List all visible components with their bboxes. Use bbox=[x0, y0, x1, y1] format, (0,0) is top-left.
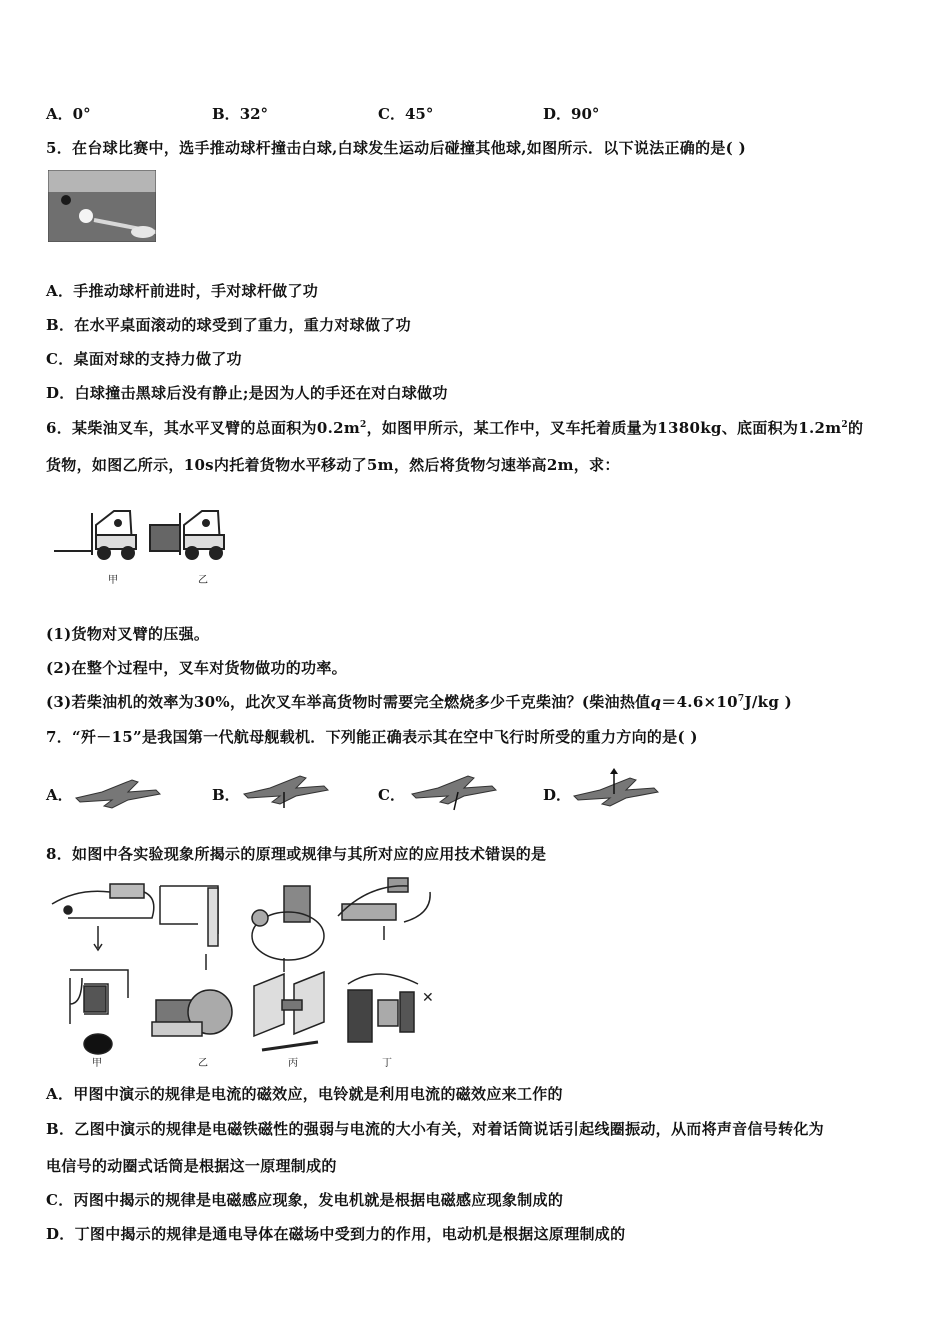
forklift-figure bbox=[52, 505, 237, 587]
jet-b-icon bbox=[240, 768, 330, 810]
jet-a-icon bbox=[72, 772, 162, 812]
q8-option-c: C．丙图中揭示的规律是电磁感应现象，发电机就是根据电磁感应现象制成的 bbox=[46, 1191, 564, 1209]
q5-option-b: B．在水平桌面滚动的球受到了重力，重力对球做了功 bbox=[46, 316, 411, 334]
q7-option-b: B． bbox=[212, 786, 240, 804]
caption-fig-yi: 乙 bbox=[198, 1058, 208, 1069]
q8-option-d: D．丁图中揭示的规律是通电导体在磁场中受到力的作用，电动机是根据这原理制成的 bbox=[46, 1225, 626, 1243]
q4-option-a: A．0° bbox=[46, 105, 91, 123]
q8-option-a: A．甲图中演示的规律是电流的磁效应，电铃就是利用电流的磁效应来工作的 bbox=[46, 1085, 563, 1103]
caption-fig-ding: 丁 bbox=[382, 1058, 392, 1069]
caption-jia: 甲 bbox=[108, 575, 118, 586]
q6-sub1: (1)货物对叉臂的压强。 bbox=[46, 625, 210, 643]
q7-option-d: D． bbox=[543, 786, 572, 804]
q5-option-a: A．手推动球杆前进时，手对球杆做了功 bbox=[46, 282, 319, 300]
q5-option-d: D．白球撞击黑球后没有静止;是因为人的手还在对白球做功 bbox=[46, 384, 448, 402]
q4-option-b: B．32° bbox=[212, 105, 269, 123]
electromagnetism-figure bbox=[48, 874, 440, 1070]
q6-sub3: (3)若柴油机的效率为30%，此次叉车举高货物时需要完全燃烧多少千克柴油？(柴油热值$q=4.6\times 10^7J/kg$ ) bbox=[46, 693, 793, 711]
q6-stem-line1: 6．某柴油叉车，其水平叉臂的总面积为$0.2m^2$，如图甲所示，某工作中，叉车托着质量为1380kg、底面积为$1.2m^2$的 bbox=[46, 419, 864, 437]
q8-stem: 8．如图中各实验现象所揭示的原理或规律与其所对应的应用技术错误的是 bbox=[46, 845, 547, 863]
q4-option-d: D．90° bbox=[543, 105, 600, 123]
q8-option-b: B．乙图中演示的规律是电磁铁磁性的强弱与电流的大小有关，对着话筒说话引起线圈振动，从而将声音信号转化为 bbox=[46, 1120, 824, 1138]
q7-option-a: A． bbox=[46, 786, 73, 804]
q6-sub2: (2)在整个过程中，叉车对货物做功的功率。 bbox=[46, 659, 347, 677]
forklift-b-drawing bbox=[150, 511, 224, 559]
q5-option-c: C．桌面对球的支持力做了功 bbox=[46, 350, 242, 368]
q7-stem: 7．“歼－15”是我国第一代航母舰载机．下列能正确表示其在空中飞行时所受的重力方向的是( ) bbox=[46, 728, 698, 746]
forklift-a-drawing bbox=[54, 511, 136, 559]
q6-stem-line2: 货物，如图乙所示，10s内托着货物水平移动了5m，然后将货物匀速举高2m，求： bbox=[46, 456, 620, 474]
caption-fig-jia: 甲 bbox=[92, 1058, 102, 1069]
q8-option-b-cont: 电信号的动圈式话筒是根据这一原理制成的 bbox=[46, 1157, 337, 1175]
caption-fig-bing: 丙 bbox=[288, 1058, 298, 1069]
caption-yi: 乙 bbox=[198, 575, 208, 586]
jet-c-icon bbox=[408, 768, 498, 812]
svg-text:✕: ✕ bbox=[422, 990, 434, 1006]
q7-option-c: C． bbox=[378, 786, 405, 804]
q4-option-c: C．45° bbox=[378, 105, 434, 123]
billiards-image bbox=[48, 170, 156, 242]
q5-stem: 5．在台球比赛中，选手推动球杆撞击白球,白球发生运动后碰撞其他球,如图所示．以下说法正确的是( ) bbox=[46, 139, 747, 157]
jet-d-icon bbox=[570, 766, 660, 812]
